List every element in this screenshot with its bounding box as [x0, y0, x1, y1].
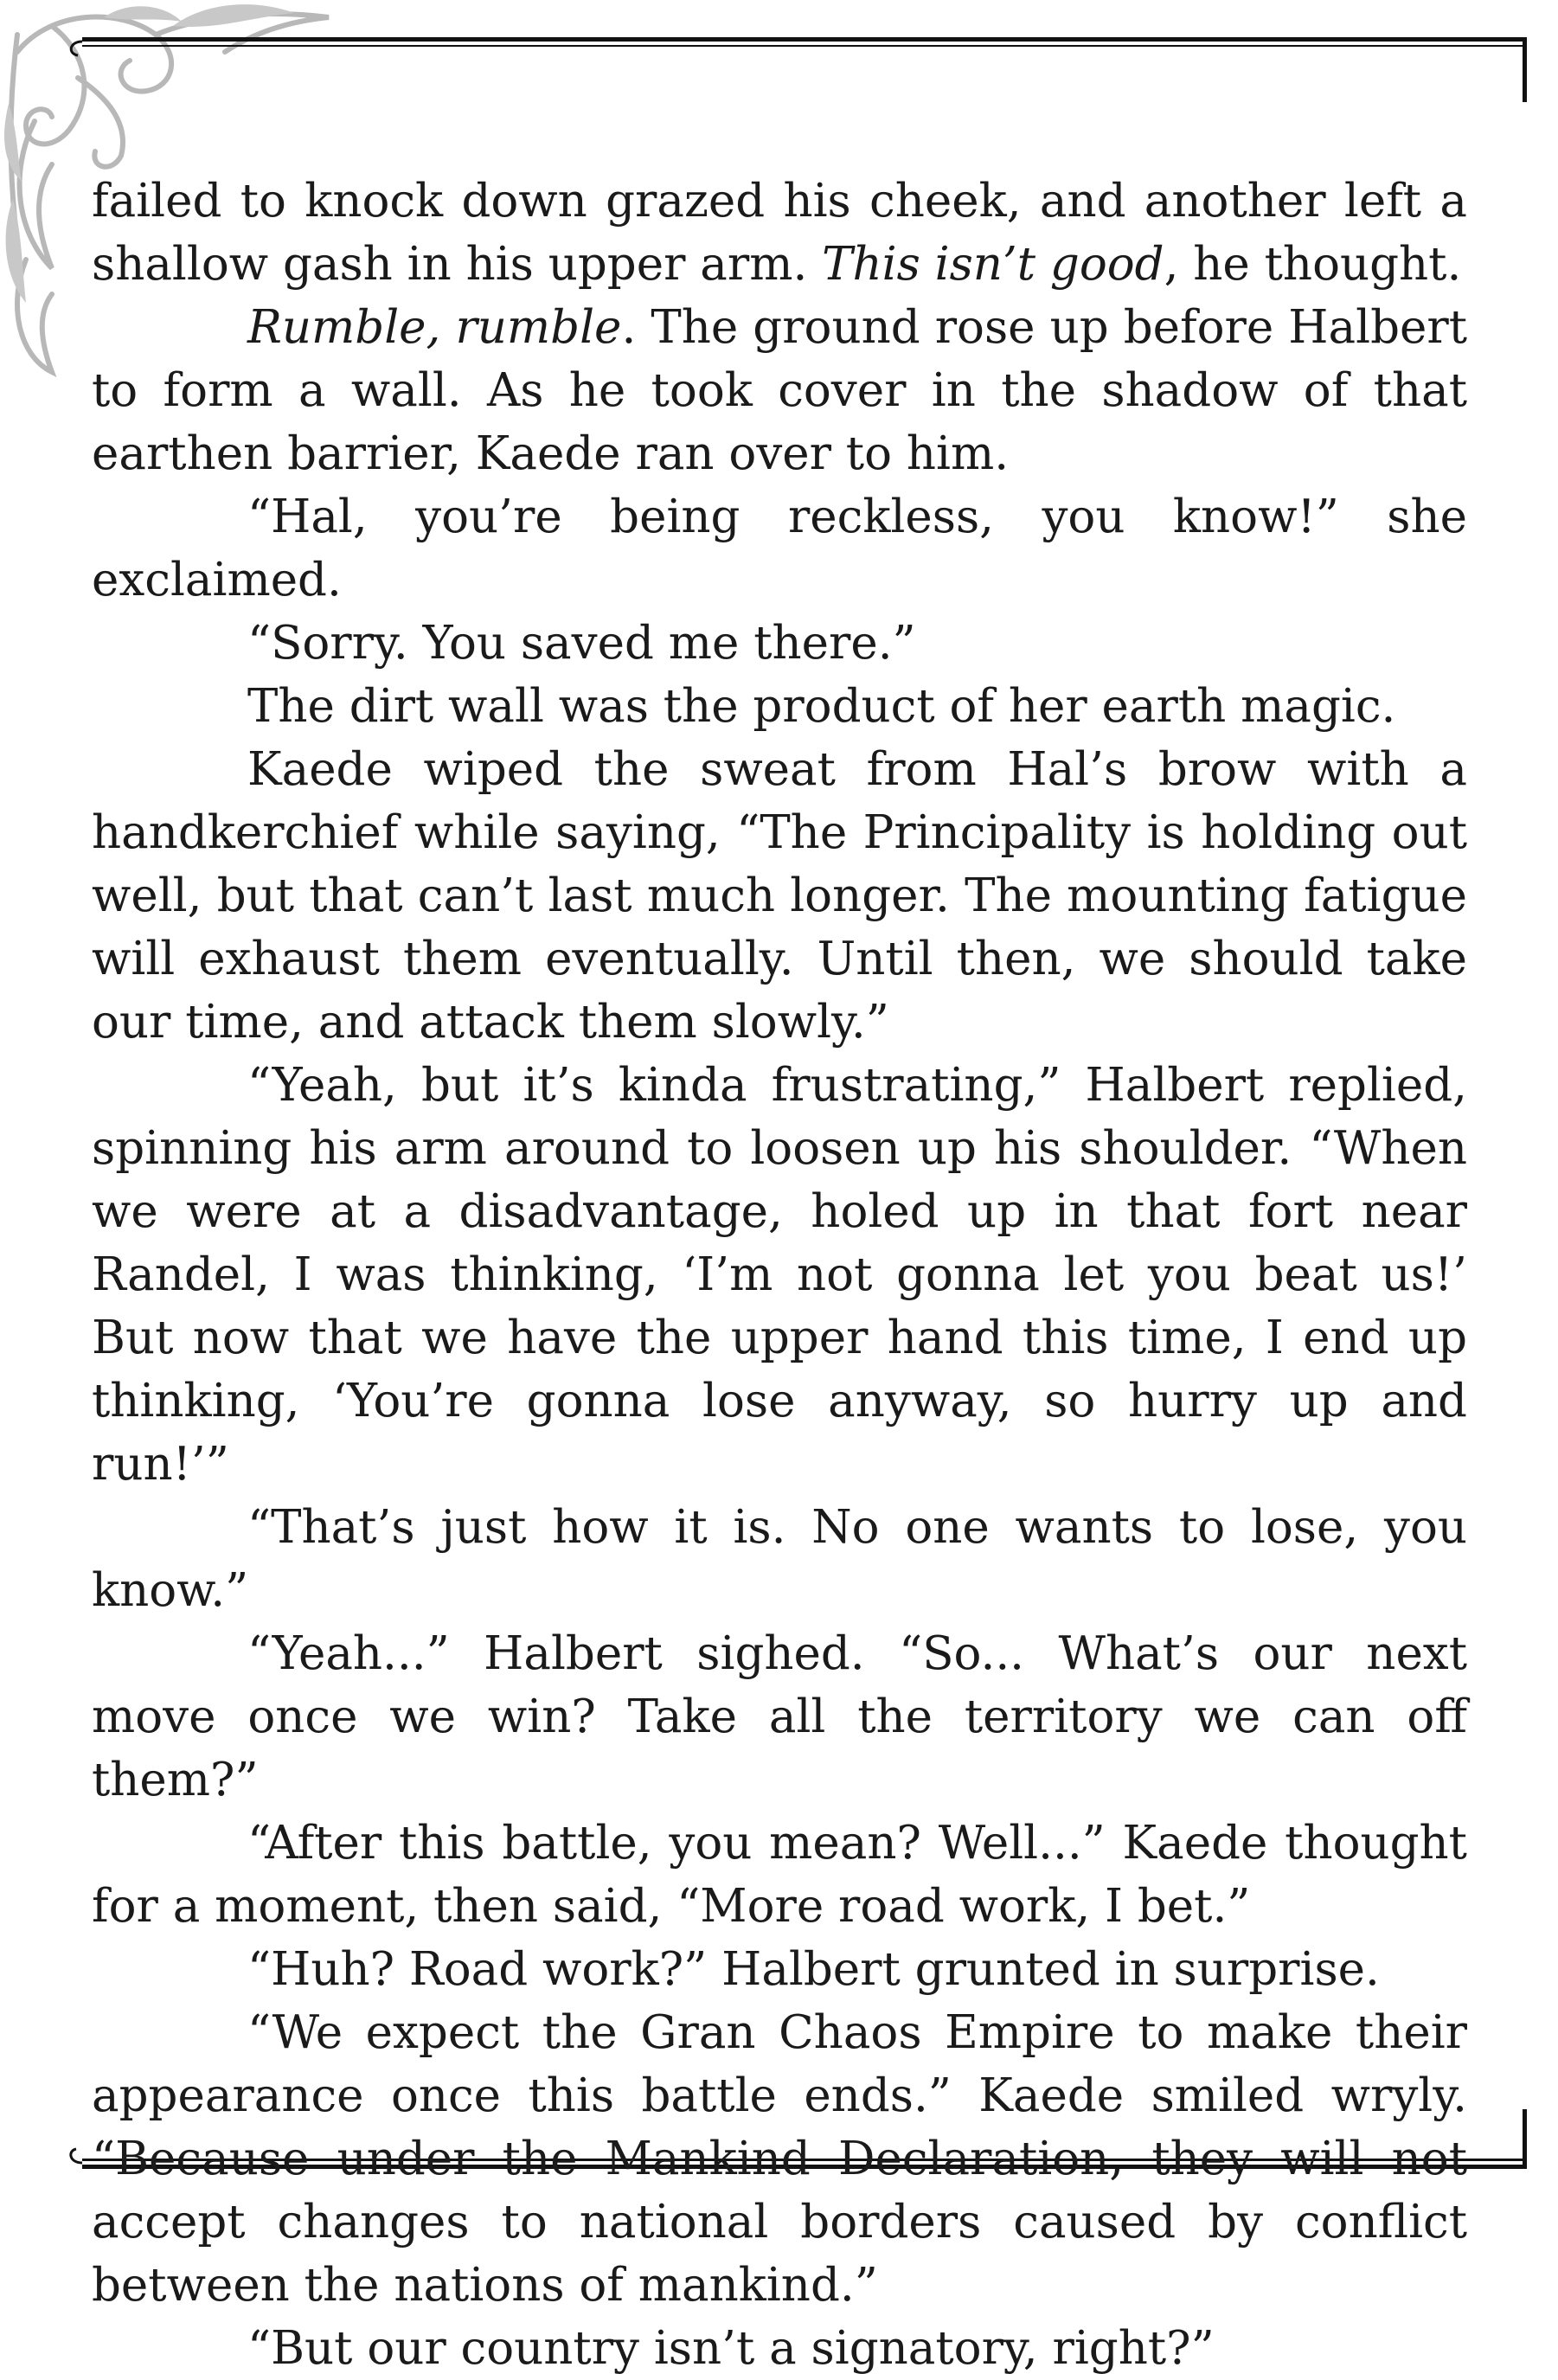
- paragraph-text: “But our country isn’t a signatory, right?”: [247, 2322, 1215, 2375]
- paragraph: [92, 675, 1467, 738]
- paragraph: [92, 1496, 1467, 1622]
- paragraph: [92, 1812, 1467, 1938]
- paragraph: [92, 296, 1467, 485]
- paragraph-text: “After this battle, you mean? Well...” Kaede thought for a moment, then said, “More road work, I bet.”: [92, 1817, 1467, 1933]
- paragraph-text: “Sorry. You saved me there.”: [247, 617, 916, 670]
- paragraph-text: “Hal, you’re being reckless, you know!” she exclaimed.: [92, 491, 1467, 606]
- italic-text: Rumble, rumble: [247, 301, 622, 354]
- paragraph-text: “Yeah, but it’s kinda frustrating,” Halbert replied, spinning his arm around to loosen up his shoulder. “When we were at a disadvantage, holed up in that fort near Randel, I was thinking, ‘I’m not gonna let you beat us!’ But now that we have the upper hand this time, I end up thinking, ‘You’re gonna lose anyway, so hurry up and run!’”: [92, 1059, 1467, 1491]
- paragraph: [92, 485, 1467, 612]
- paragraph-text: , he thought.: [1164, 238, 1462, 291]
- paragraph: [92, 1938, 1467, 2001]
- top-border-rule: [71, 37, 1527, 102]
- paragraph-text: The dirt wall was the product of her earth magic.: [247, 680, 1396, 733]
- paragraph: [92, 2001, 1467, 2317]
- paragraph: [92, 2317, 1467, 2380]
- paragraph: [92, 738, 1467, 1054]
- italic-text: This isn’t good: [822, 238, 1164, 291]
- paragraph-text: “That’s just how it is. No one wants to lose, you know.”: [92, 1501, 1467, 1617]
- paragraph-text: “Yeah...” Halbert sighed. “So... What’s our next move once we win? Take all the territory we can off them?”: [92, 1627, 1467, 1806]
- paragraph-text: “We expect the Gran Chaos Empire to make their appearance once this battle ends.” Kaede smiled wryly. “Because under the Mankind Declaration, they will not accept changes to national borders caused by conflict between the nations of mankind.”: [92, 2006, 1467, 2312]
- paragraph: [92, 1622, 1467, 1812]
- paragraph: [92, 1054, 1467, 1496]
- paragraph-text: “Huh? Road work?” Halbert grunted in surprise.: [247, 1943, 1380, 1996]
- paragraph-text: failed to knock down grazed his cheek, and another left a shallow gash in his upper arm.: [92, 175, 1467, 291]
- paragraph: [92, 170, 1467, 296]
- paragraph-text: Kaede wiped the sweat from Hal’s brow with a handkerchief while saying, “The Principality is holding out well, but that can’t last much longer. The mounting fatigue will exhaust them eventually. Until then, we should take our time, and attack them slowly.”: [92, 743, 1467, 1049]
- paragraph-text: . The ground rose up before Halbert to form a wall. As he took cover in the shadow of that earthen barrier, Kaede ran over to him.: [92, 301, 1467, 480]
- paragraph: [92, 612, 1467, 675]
- body-text: [92, 170, 1467, 2380]
